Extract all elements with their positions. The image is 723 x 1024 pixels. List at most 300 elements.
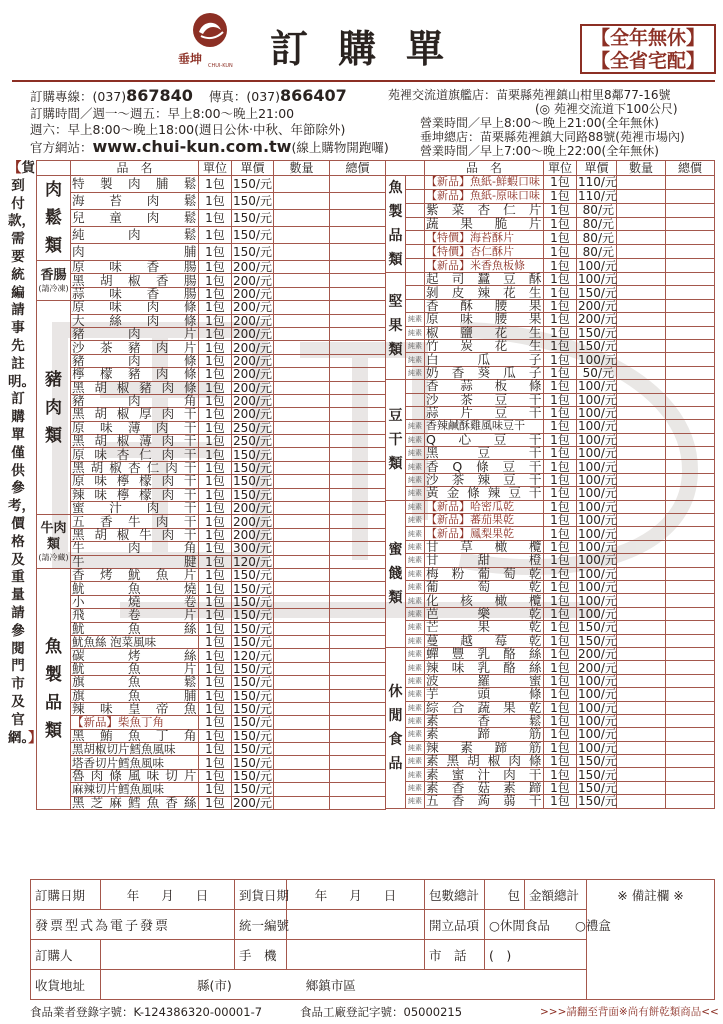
quantity-field[interactable] bbox=[274, 488, 330, 501]
delivery-date-day: 日 bbox=[383, 887, 397, 903]
quantity-field[interactable] bbox=[274, 502, 330, 515]
total-field[interactable] bbox=[666, 607, 715, 620]
remark-field[interactable] bbox=[587, 880, 715, 1000]
total-field[interactable] bbox=[330, 475, 386, 488]
product-price: 150/元 bbox=[578, 620, 617, 635]
quantity-field[interactable] bbox=[274, 783, 330, 796]
total-field[interactable] bbox=[330, 649, 386, 662]
product-unit: 1包 bbox=[199, 461, 232, 474]
total-field[interactable] bbox=[666, 420, 715, 433]
product-unit: 1包 bbox=[544, 607, 577, 620]
total-field[interactable] bbox=[666, 326, 715, 339]
total-field[interactable] bbox=[666, 701, 715, 714]
side-note bbox=[8, 160, 42, 747]
quantity-field[interactable] bbox=[274, 689, 330, 702]
product-name: 蟬豐乳酪絲 bbox=[426, 646, 542, 662]
quantity-field[interactable] bbox=[617, 661, 666, 674]
total-field[interactable] bbox=[330, 756, 386, 769]
total-field[interactable] bbox=[330, 729, 386, 742]
quantity-field[interactable] bbox=[617, 406, 666, 419]
delivery-date-year: 年 bbox=[314, 887, 328, 903]
quantity-field[interactable] bbox=[617, 286, 666, 299]
product-unit: 1包 bbox=[199, 421, 232, 434]
quantity-field[interactable] bbox=[617, 554, 666, 567]
product-price: 150/元 bbox=[233, 702, 272, 717]
product-price: 200/元 bbox=[233, 367, 272, 382]
product-unit: 1包 bbox=[199, 475, 232, 488]
quantity-field[interactable] bbox=[617, 231, 666, 245]
quantity-field[interactable] bbox=[617, 781, 666, 794]
quantity-field[interactable] bbox=[274, 796, 330, 809]
total-field[interactable] bbox=[666, 203, 715, 217]
quantity-field[interactable] bbox=[617, 380, 666, 393]
product-unit: 1包 bbox=[199, 635, 232, 648]
website-url[interactable]: www.chui-kun.com.tw bbox=[92, 137, 292, 156]
total-field[interactable] bbox=[330, 176, 386, 193]
quantity-field[interactable] bbox=[617, 688, 666, 701]
address-field[interactable] bbox=[101, 970, 587, 1000]
total-field[interactable] bbox=[666, 674, 715, 687]
quantity-field[interactable] bbox=[274, 582, 330, 595]
quantity-field[interactable] bbox=[617, 326, 666, 339]
tax-id-field[interactable] bbox=[287, 910, 425, 940]
total-field[interactable] bbox=[666, 380, 715, 393]
product-price: 150/元 bbox=[233, 568, 272, 583]
order-date-month: 月 bbox=[161, 887, 174, 903]
quantity-field[interactable] bbox=[274, 461, 330, 474]
total-field[interactable] bbox=[666, 245, 715, 259]
quantity-field[interactable] bbox=[617, 366, 666, 379]
total-field[interactable] bbox=[330, 301, 386, 314]
product-unit: 1包 bbox=[544, 176, 577, 190]
product-unit: 1包 bbox=[199, 783, 232, 796]
quantity-field[interactable] bbox=[617, 594, 666, 607]
quantity-field[interactable] bbox=[617, 674, 666, 687]
quantity-field[interactable] bbox=[617, 393, 666, 406]
product-name: 魷魚絲 bbox=[72, 620, 197, 636]
total-field[interactable] bbox=[330, 381, 386, 394]
quantity-field[interactable] bbox=[274, 756, 330, 769]
product-price: 80/元 bbox=[577, 217, 617, 231]
total-field[interactable] bbox=[666, 299, 715, 312]
quantity-field[interactable] bbox=[617, 217, 666, 231]
side-note-bracket-open: 【 bbox=[8, 160, 22, 176]
delivery-date-field[interactable] bbox=[287, 880, 425, 910]
quantity-field[interactable] bbox=[274, 729, 330, 742]
product-price: 200/元 bbox=[233, 353, 272, 368]
header-price: 單價 bbox=[577, 161, 617, 176]
quantity-field[interactable] bbox=[274, 448, 330, 461]
quantity-field[interactable] bbox=[274, 314, 330, 327]
total-field[interactable] bbox=[330, 769, 386, 782]
total-field[interactable] bbox=[330, 609, 386, 622]
quantity-field[interactable] bbox=[274, 341, 330, 354]
total-field[interactable] bbox=[330, 568, 386, 581]
header-divider bbox=[12, 80, 715, 82]
quantity-field[interactable] bbox=[617, 514, 666, 527]
quantity-field[interactable] bbox=[274, 702, 330, 715]
quantity-field[interactable] bbox=[617, 313, 666, 326]
total-field[interactable] bbox=[330, 528, 386, 541]
total-field[interactable] bbox=[666, 554, 715, 567]
total-field[interactable] bbox=[330, 354, 386, 367]
quantity-field[interactable] bbox=[274, 475, 330, 488]
total-field[interactable] bbox=[666, 353, 715, 366]
header-blank bbox=[37, 161, 71, 176]
quantity-field[interactable] bbox=[617, 714, 666, 727]
product-unit: 1包 bbox=[544, 621, 577, 634]
product-unit: 1包 bbox=[199, 244, 232, 261]
quantity-field[interactable] bbox=[274, 261, 330, 274]
quantity-field[interactable] bbox=[617, 473, 666, 486]
product-price: 100/元 bbox=[578, 553, 617, 568]
delivery-date-month: 月 bbox=[349, 887, 362, 903]
total-field[interactable] bbox=[666, 527, 715, 540]
product-unit: 1包 bbox=[199, 261, 232, 274]
total-field[interactable] bbox=[330, 327, 386, 340]
product-unit: 1包 bbox=[544, 189, 577, 203]
quantity-field[interactable] bbox=[274, 635, 330, 648]
quantity-field[interactable] bbox=[617, 755, 666, 768]
total-field[interactable] bbox=[666, 313, 715, 326]
total-field[interactable] bbox=[666, 594, 715, 607]
quantity-field[interactable] bbox=[617, 527, 666, 540]
total-field[interactable] bbox=[330, 435, 386, 448]
quantity-field[interactable] bbox=[617, 487, 666, 500]
quantity-field[interactable] bbox=[617, 795, 666, 808]
mobile-field[interactable] bbox=[287, 940, 425, 970]
total-field[interactable] bbox=[330, 796, 386, 809]
quantity-field[interactable] bbox=[274, 394, 330, 407]
quantity-field[interactable] bbox=[274, 244, 330, 261]
pkg-total-field[interactable] bbox=[485, 880, 525, 910]
category-label bbox=[37, 176, 71, 261]
total-field[interactable] bbox=[666, 634, 715, 647]
quantity-field[interactable] bbox=[274, 435, 330, 448]
total-field[interactable] bbox=[330, 314, 386, 327]
total-field[interactable] bbox=[666, 500, 715, 513]
product-price: 150/元 bbox=[233, 228, 272, 242]
total-field[interactable] bbox=[330, 193, 386, 210]
product-price: 80/元 bbox=[577, 203, 617, 217]
open-item-options[interactable] bbox=[485, 910, 611, 940]
quantity-field[interactable] bbox=[617, 433, 666, 446]
total-field[interactable] bbox=[666, 487, 715, 500]
quantity-field[interactable] bbox=[617, 621, 666, 634]
table-row bbox=[37, 635, 386, 648]
product-price: 200/元 bbox=[233, 340, 272, 355]
total-field[interactable] bbox=[330, 244, 386, 261]
vegan-tag: 純素 bbox=[406, 487, 425, 500]
product-name: 原味肉條 bbox=[72, 299, 197, 315]
quantity-field[interactable] bbox=[617, 259, 666, 273]
quantity-field[interactable] bbox=[274, 193, 330, 210]
table-row bbox=[37, 796, 386, 809]
quantity-field[interactable] bbox=[274, 649, 330, 662]
quantity-field[interactable] bbox=[274, 327, 330, 340]
total-field[interactable] bbox=[666, 647, 715, 660]
total-field[interactable] bbox=[330, 515, 386, 528]
total-field[interactable] bbox=[666, 728, 715, 741]
quantity-field[interactable] bbox=[274, 595, 330, 608]
quantity-field[interactable] bbox=[617, 634, 666, 647]
option-snack[interactable]: ○休閒食品 bbox=[489, 917, 550, 933]
product-unit: 1包 bbox=[199, 176, 232, 193]
product-unit: 1包 bbox=[199, 676, 232, 689]
vegan-tag: 純素 bbox=[406, 366, 425, 379]
product-price: 200/元 bbox=[233, 528, 272, 542]
vegan-tag: 純素 bbox=[406, 567, 425, 580]
total-field[interactable] bbox=[330, 502, 386, 515]
total-field[interactable] bbox=[330, 662, 386, 675]
quantity-field[interactable] bbox=[617, 176, 666, 190]
quantity-field[interactable] bbox=[274, 274, 330, 287]
table-row bbox=[37, 743, 386, 756]
total-field[interactable] bbox=[330, 676, 386, 689]
quantity-field[interactable] bbox=[617, 500, 666, 513]
total-field[interactable] bbox=[666, 567, 715, 580]
total-field[interactable] bbox=[666, 339, 715, 352]
product-price: 100/元 bbox=[578, 446, 617, 461]
category-name: 牛肉類 bbox=[40, 521, 67, 553]
quantity-field[interactable] bbox=[617, 299, 666, 312]
quantity-field[interactable] bbox=[617, 741, 666, 754]
product-price: 200/元 bbox=[233, 300, 272, 315]
quantity-field[interactable] bbox=[274, 301, 330, 314]
quantity-field[interactable] bbox=[274, 743, 330, 756]
fax-number: 866407 bbox=[279, 86, 347, 105]
quantity-field[interactable] bbox=[274, 287, 330, 300]
quantity-field[interactable] bbox=[617, 447, 666, 460]
total-field[interactable] bbox=[666, 273, 715, 286]
product-price: 110/元 bbox=[578, 175, 617, 190]
quantity-field[interactable] bbox=[617, 353, 666, 366]
product-price: 150/元 bbox=[233, 211, 272, 225]
product-unit: 1包 bbox=[544, 781, 577, 794]
quantity-field[interactable] bbox=[274, 354, 330, 367]
category-name: 香腸 bbox=[40, 268, 67, 284]
total-field[interactable] bbox=[666, 661, 715, 674]
vegan-tag: 純素 bbox=[406, 594, 425, 607]
total-field[interactable] bbox=[330, 461, 386, 474]
product-unit: 1包 bbox=[199, 622, 232, 635]
vegan-tag: 純素 bbox=[406, 741, 425, 754]
total-field[interactable] bbox=[666, 231, 715, 245]
phone-field[interactable] bbox=[485, 940, 587, 970]
total-field[interactable] bbox=[330, 743, 386, 756]
total-field[interactable] bbox=[330, 716, 386, 729]
option-gift[interactable]: ○禮盒 bbox=[574, 917, 611, 933]
total-field[interactable] bbox=[330, 595, 386, 608]
quantity-field[interactable] bbox=[274, 769, 330, 782]
table-row bbox=[386, 755, 715, 768]
vegan-tag: 純素 bbox=[406, 621, 425, 634]
quantity-field[interactable] bbox=[617, 567, 666, 580]
product-unit: 1包 bbox=[199, 743, 232, 756]
quantity-field[interactable] bbox=[617, 768, 666, 781]
quantity-field[interactable] bbox=[617, 420, 666, 433]
table-row bbox=[386, 580, 715, 593]
total-field[interactable] bbox=[330, 689, 386, 702]
quantity-field[interactable] bbox=[274, 176, 330, 193]
total-field[interactable] bbox=[330, 582, 386, 595]
product-unit: 1包 bbox=[199, 542, 232, 555]
quantity-field[interactable] bbox=[274, 227, 330, 244]
total-field[interactable] bbox=[666, 217, 715, 231]
product-name: 黑胡椒香腸 bbox=[72, 272, 197, 288]
product-name: 辣味檸檬肉干 bbox=[72, 486, 197, 502]
quantity-field[interactable] bbox=[617, 647, 666, 660]
quantity-field[interactable] bbox=[274, 622, 330, 635]
product-unit: 1包 bbox=[544, 339, 577, 352]
product-unit: 1包 bbox=[199, 210, 232, 227]
total-field[interactable] bbox=[330, 555, 386, 568]
total-field[interactable] bbox=[666, 447, 715, 460]
total-field[interactable] bbox=[666, 366, 715, 379]
table-row bbox=[386, 203, 715, 217]
total-field[interactable] bbox=[666, 768, 715, 781]
quantity-field[interactable] bbox=[617, 203, 666, 217]
product-unit: 1包 bbox=[199, 408, 232, 421]
product-name: 【新品】柴魚丁角 bbox=[71, 716, 199, 729]
category-label bbox=[37, 301, 71, 515]
form-row-date bbox=[31, 880, 715, 910]
quantity-field[interactable] bbox=[274, 368, 330, 381]
total-field[interactable] bbox=[666, 781, 715, 794]
quantity-field[interactable] bbox=[274, 515, 330, 528]
table-row bbox=[37, 676, 386, 689]
total-field[interactable] bbox=[666, 259, 715, 273]
total-field[interactable] bbox=[330, 542, 386, 555]
quantity-field[interactable] bbox=[274, 408, 330, 421]
quantity-field[interactable] bbox=[274, 568, 330, 581]
total-field[interactable] bbox=[330, 783, 386, 796]
product-unit: 1包 bbox=[199, 756, 232, 769]
total-field[interactable] bbox=[666, 714, 715, 727]
product-unit: 1包 bbox=[199, 488, 232, 501]
product-price: 50/元 bbox=[577, 366, 617, 379]
total-field[interactable] bbox=[330, 261, 386, 274]
total-field[interactable] bbox=[666, 755, 715, 768]
product-price: 150/元 bbox=[578, 285, 617, 300]
quantity-field[interactable] bbox=[274, 210, 330, 227]
total-field[interactable] bbox=[666, 176, 715, 190]
total-field[interactable] bbox=[666, 286, 715, 299]
quantity-field[interactable] bbox=[617, 728, 666, 741]
total-field[interactable] bbox=[330, 227, 386, 244]
total-field[interactable] bbox=[666, 406, 715, 419]
quantity-field[interactable] bbox=[274, 676, 330, 689]
order-date-field[interactable] bbox=[101, 880, 235, 910]
total-field[interactable] bbox=[330, 448, 386, 461]
total-field[interactable] bbox=[666, 189, 715, 203]
quantity-field[interactable] bbox=[274, 421, 330, 434]
total-field[interactable] bbox=[666, 688, 715, 701]
total-field[interactable] bbox=[330, 408, 386, 421]
quantity-field[interactable] bbox=[274, 609, 330, 622]
product-unit: 1包 bbox=[544, 299, 577, 312]
total-field[interactable] bbox=[666, 514, 715, 527]
quantity-field[interactable] bbox=[274, 662, 330, 675]
total-field[interactable] bbox=[666, 621, 715, 634]
quantity-field[interactable] bbox=[274, 381, 330, 394]
product-name: 【新品】米香魚板條 bbox=[425, 259, 544, 273]
product-name: 魷魚燒 bbox=[72, 580, 197, 596]
total-field[interactable] bbox=[330, 341, 386, 354]
quantity-field[interactable] bbox=[617, 273, 666, 286]
quantity-field[interactable] bbox=[617, 189, 666, 203]
total-field[interactable] bbox=[666, 741, 715, 754]
product-unit: 1包 bbox=[199, 368, 232, 381]
total-field[interactable] bbox=[330, 210, 386, 227]
vegan-tag bbox=[406, 217, 425, 231]
quantity-field[interactable] bbox=[274, 528, 330, 541]
product-price: 100/元 bbox=[578, 593, 617, 608]
total-field[interactable] bbox=[666, 393, 715, 406]
vegan-tag: 純素 bbox=[406, 674, 425, 687]
product-name: 魷魚片 bbox=[72, 660, 197, 676]
product-name: 【新品】哈密瓜乾 bbox=[425, 500, 544, 513]
total-field[interactable] bbox=[666, 795, 715, 808]
product-name: 香酥腰果 bbox=[426, 297, 542, 313]
quantity-field[interactable] bbox=[274, 542, 330, 555]
total-field[interactable] bbox=[330, 622, 386, 635]
total-field[interactable] bbox=[666, 473, 715, 486]
product-unit: 1包 bbox=[199, 716, 232, 729]
total-field[interactable] bbox=[330, 488, 386, 501]
vegan-tag: 純素 bbox=[406, 514, 425, 527]
product-price: 100/元 bbox=[578, 606, 617, 621]
total-field[interactable] bbox=[330, 274, 386, 287]
vegan-tag: 純素 bbox=[406, 339, 425, 352]
total-field[interactable] bbox=[666, 540, 715, 553]
total-field[interactable] bbox=[330, 635, 386, 648]
total-field[interactable] bbox=[330, 394, 386, 407]
hotline-number: 867840 bbox=[126, 86, 193, 105]
total-field[interactable] bbox=[666, 460, 715, 473]
product-name: 黑鮪魚丁角 bbox=[72, 727, 197, 743]
total-field[interactable] bbox=[330, 421, 386, 434]
hotline-area: (037) bbox=[92, 89, 127, 104]
vegan-tag: 純素 bbox=[406, 527, 425, 540]
vegan-tag: 純素 bbox=[406, 634, 425, 647]
total-field[interactable] bbox=[330, 287, 386, 300]
product-name: 黑胡椒薄肉干 bbox=[72, 433, 197, 449]
total-field[interactable] bbox=[666, 433, 715, 446]
quantity-field[interactable] bbox=[617, 607, 666, 620]
buyer-field[interactable] bbox=[101, 940, 235, 970]
product-name: 原味檸檬肉干 bbox=[72, 473, 197, 489]
category-label: 豆干類 bbox=[386, 380, 406, 501]
total-field[interactable] bbox=[330, 368, 386, 381]
quantity-field[interactable] bbox=[617, 245, 666, 259]
store1-hours: 營業時間／早上8:00～晚上21:00(全年無休) bbox=[420, 116, 659, 130]
vegan-tag: 純素 bbox=[406, 313, 425, 326]
left-product-body bbox=[37, 161, 386, 810]
product-price: 150/元 bbox=[233, 742, 272, 757]
total-field[interactable] bbox=[666, 580, 715, 593]
total-field[interactable] bbox=[330, 702, 386, 715]
quantity-field[interactable] bbox=[617, 701, 666, 714]
quantity-field[interactable] bbox=[274, 555, 330, 568]
quantity-field[interactable] bbox=[617, 580, 666, 593]
quantity-field[interactable] bbox=[617, 339, 666, 352]
quantity-field[interactable] bbox=[617, 540, 666, 553]
quantity-field[interactable] bbox=[617, 460, 666, 473]
order-form bbox=[30, 879, 715, 1000]
category-label: 蜜餞類 bbox=[386, 500, 406, 647]
quantity-field[interactable] bbox=[274, 716, 330, 729]
